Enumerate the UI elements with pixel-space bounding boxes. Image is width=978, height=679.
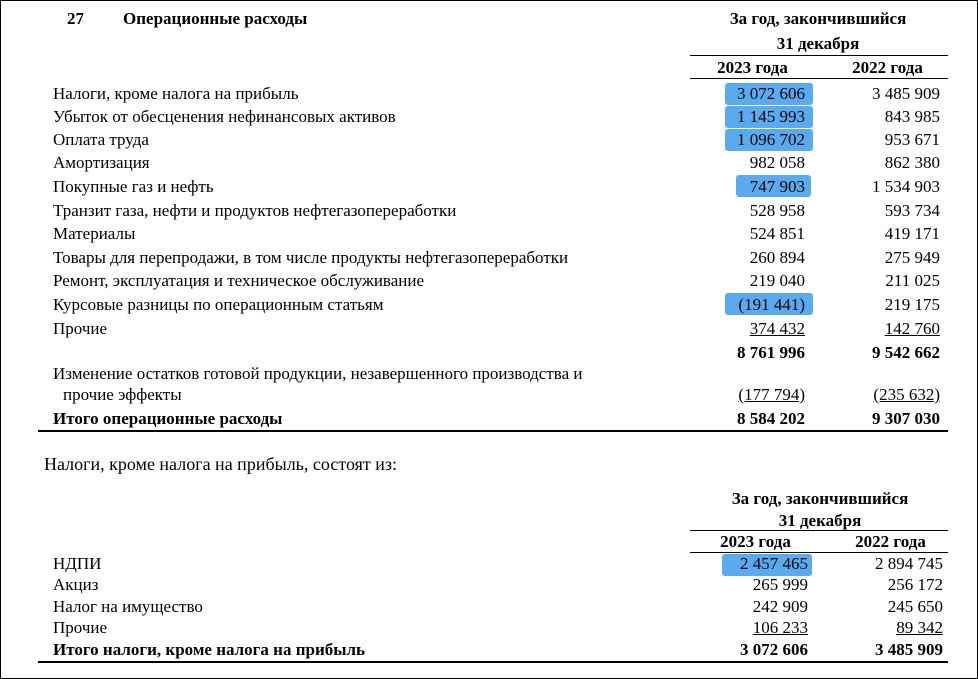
total-label: Итого операционные расходы [53, 409, 283, 428]
header-line-1: За год, закончившийся [729, 9, 907, 28]
value-2023: 747 903 [749, 177, 805, 196]
row-label: Товары для перепродажи, в том числе продукты нефтегазопереработки [53, 248, 569, 267]
value-2022: 953 671 [884, 130, 940, 149]
row-label: Налог на имущество [53, 597, 203, 616]
value-2022: 2 894 745 [875, 554, 943, 573]
row-label: Ремонт, эксплуатация и техническое обслуживание [53, 271, 425, 290]
row-label: Прочие [53, 319, 108, 338]
value-2022: 219 175 [884, 295, 940, 314]
value-2022: 211 025 [885, 271, 940, 290]
row-label: Акциз [53, 575, 99, 594]
row-label: Материалы [53, 224, 136, 243]
value-2023: 2 457 465 [740, 554, 808, 573]
col-header-rule [690, 78, 948, 79]
value-2023: 528 958 [749, 201, 805, 220]
row-label: Убыток от обесценения нефинансовых активов [53, 107, 396, 126]
row-label: Оплата труда [53, 130, 149, 149]
value-2023: 1 145 993 [737, 107, 805, 126]
taxes-col-2023-header: 2023 года [720, 532, 791, 551]
row-label: Прочие [53, 618, 108, 637]
section-number: 27 [67, 9, 84, 28]
row-label: НДПИ [53, 554, 102, 573]
taxes-total-2023: 3 072 606 [740, 640, 808, 659]
value-2023: 265 999 [752, 575, 808, 594]
taxes-header-rule [690, 530, 948, 531]
value-2023: 242 909 [752, 597, 808, 616]
total-2022: 9 307 030 [872, 409, 940, 428]
value-2023: (191 441) [738, 295, 805, 314]
value-2023: 1 096 702 [737, 130, 805, 149]
change-2022: (235 632) [873, 385, 940, 404]
taxes-header-line-1: За год, закончившийся [731, 489, 909, 508]
value-2023: 374 432 [749, 319, 805, 338]
value-2023: 3 072 606 [737, 84, 805, 103]
value-2023: 982 058 [749, 153, 805, 172]
subtotal-2022: 9 542 662 [872, 343, 940, 362]
col-2022-header: 2022 года [852, 58, 923, 77]
row-label: Амортизация [53, 153, 150, 172]
value-2023: 260 894 [749, 248, 805, 267]
subtotal-2023: 8 761 996 [737, 343, 805, 362]
value-2023: 106 233 [752, 618, 808, 637]
total-rule [38, 430, 948, 432]
taxes-col-2022-header: 2022 года [855, 532, 926, 551]
value-2022: 89 342 [896, 618, 943, 637]
value-2022: 1 534 903 [872, 177, 940, 196]
row-label: Курсовые разницы по операционным статьям [53, 295, 384, 314]
value-2023: 219 040 [749, 271, 805, 290]
change-label-line-1: Изменение остатков готовой продукции, незавершенного производства и [53, 364, 583, 383]
col-2023-header: 2023 года [717, 58, 788, 77]
row-label: Налоги, кроме налога на прибыль [53, 84, 299, 103]
header-rule [690, 55, 948, 56]
value-2022: 142 760 [884, 319, 940, 338]
row-label: Покупные газ и нефть [53, 177, 214, 196]
taxes-header-line-2: 31 декабря [778, 511, 862, 530]
value-2022: 3 485 909 [872, 84, 940, 103]
value-2022: 275 949 [884, 248, 940, 267]
value-2023: 524 851 [749, 224, 805, 243]
taxes-intro: Налоги, кроме налога на прибыль, состоят из: [44, 454, 397, 474]
value-2022: 419 171 [884, 224, 940, 243]
value-2022: 256 172 [887, 575, 943, 594]
value-2022: 862 380 [884, 153, 940, 172]
value-2022: 245 650 [887, 597, 943, 616]
taxes-total-2022: 3 485 909 [875, 640, 943, 659]
header-line-2: 31 декабря [776, 34, 860, 53]
change-2023: (177 794) [738, 385, 805, 404]
row-label: Транзит газа, нефти и продуктов нефтегазопереработки [53, 201, 457, 220]
taxes-total-label: Итого налоги, кроме налога на прибыль [53, 640, 366, 659]
total-2023: 8 584 202 [737, 409, 805, 428]
taxes-total-rule [38, 661, 948, 663]
value-2022: 843 985 [884, 107, 940, 126]
change-label-line-2: прочие эффекты [63, 385, 182, 404]
section-title: Операционные расходы [123, 9, 308, 28]
taxes-col-header-rule [690, 552, 948, 553]
value-2022: 593 734 [884, 201, 940, 220]
